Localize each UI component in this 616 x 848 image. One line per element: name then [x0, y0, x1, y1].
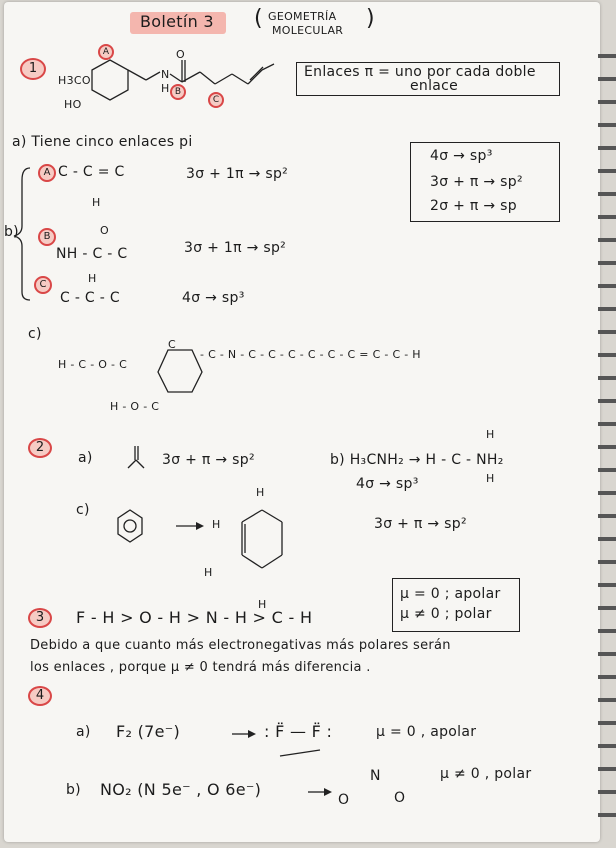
q2-c-label: c)	[76, 502, 90, 518]
pi-bond-note-line1: Enlaces π = uno por cada doble	[304, 64, 536, 80]
q2-a-label: a)	[78, 450, 93, 466]
label-A-circle: A	[98, 44, 114, 60]
row-A-struct: C - C = C	[58, 164, 125, 180]
q4-b-n: N	[370, 768, 381, 784]
q4-b-formula: NO₂ (N 5e⁻ , O 6e⁻)	[100, 780, 262, 799]
label-o-top: O	[176, 48, 185, 61]
row-B-result: 3σ + 1π → sp²	[184, 240, 287, 256]
row-A-circle: A	[38, 164, 56, 182]
row-B-struct: NH - C - C	[56, 246, 128, 262]
question-2-number: 2	[28, 438, 52, 458]
benzene-ring-1	[92, 60, 128, 100]
c-left-group: H - C - O - C	[58, 358, 128, 371]
q4-a-formula: F₂ (7e⁻)	[116, 722, 181, 741]
topic-line1: GEOMETRÍA	[268, 10, 337, 23]
row-B-circle: B	[38, 228, 56, 246]
q4-b-label: b)	[66, 782, 81, 798]
molecule-ho: HO	[64, 98, 82, 111]
hyb-line-2: 3σ + π → sp²	[430, 174, 523, 190]
question-3-number: 3	[28, 608, 52, 628]
q3-line-1: Debido a que cuanto más electronegativas más polares serán	[30, 638, 451, 653]
q1-a-text: a) Tiene cinco enlaces pi	[12, 134, 193, 150]
row-C-h: H	[88, 272, 97, 285]
q3-order: F - H > O - H > N - H > C - H	[76, 608, 313, 627]
paren-close: )	[366, 6, 375, 31]
benzene-top-h: H	[256, 486, 265, 499]
row-C-struct: C - C - C	[60, 290, 120, 306]
row-C-circle: C	[34, 276, 52, 294]
q2-c-result: 3σ + π → sp²	[374, 516, 467, 532]
q2-b-top-h: H	[486, 428, 495, 441]
hyb-line-1: 4σ → sp³	[430, 148, 493, 164]
q4-b-o2: O	[394, 790, 406, 806]
q4-b-result: μ ≠ 0 , polar	[440, 766, 532, 782]
label-C-circle: C	[208, 92, 224, 108]
row-A-result: 3σ + 1π → sp²	[186, 166, 289, 182]
c-chain: - C - N - C - C - C - C - C - C = C - C - H	[200, 348, 421, 361]
q4-a-result: μ = 0 , apolar	[376, 724, 477, 740]
pi-bond-note-line2: enlace	[410, 78, 459, 94]
row-B-o: O	[100, 224, 109, 237]
benzene-left-hc: H	[204, 566, 213, 579]
benzene-hexagon	[118, 510, 142, 542]
molecule-n: N	[161, 68, 170, 81]
c-ring-c: C	[168, 338, 176, 351]
q1-b-label: b)	[4, 224, 19, 240]
dipole-line-1: μ = 0 ; apolar	[400, 586, 501, 602]
question-1-number: 1	[20, 58, 46, 80]
q4-a-label: a)	[76, 724, 91, 740]
paren-open: (	[254, 6, 263, 31]
page-title: Boletín 3	[140, 12, 214, 31]
q2-b-label: b) H₃CNH₂ → H - C - NH₂	[330, 452, 504, 468]
q1-c-label: c)	[28, 326, 42, 342]
q4-b-o1: O	[338, 792, 350, 808]
question-4-number: 4	[28, 686, 52, 706]
row-A-h: H	[92, 196, 101, 209]
molecule-h: H	[161, 82, 170, 95]
q2-b-result: 4σ → sp³	[356, 476, 419, 492]
benzene-left-h: H	[212, 518, 221, 531]
label-B-circle: B	[170, 84, 186, 100]
row-C-result: 4σ → sp³	[182, 290, 245, 306]
q2-b-bottom-h: H	[486, 472, 495, 485]
benzene-bottom-h: H	[258, 598, 267, 611]
c-ring-bottom: H - O - C	[110, 400, 160, 413]
q4-a-struct: : F̈ — F̈ :	[264, 722, 333, 741]
dipole-line-2: μ ≠ 0 ; polar	[400, 606, 492, 622]
q3-line-2: los enlaces , porque μ ≠ 0 tendrá más diferencia .	[30, 660, 371, 675]
q2-a-result: 3σ + π → sp²	[162, 452, 255, 468]
topic-line2: MOLECULAR	[272, 24, 344, 37]
hyb-line-3: 2σ + π → sp	[430, 198, 517, 214]
molecule-h3co: H3CO	[58, 74, 91, 87]
benzene-ring-2	[158, 350, 202, 392]
